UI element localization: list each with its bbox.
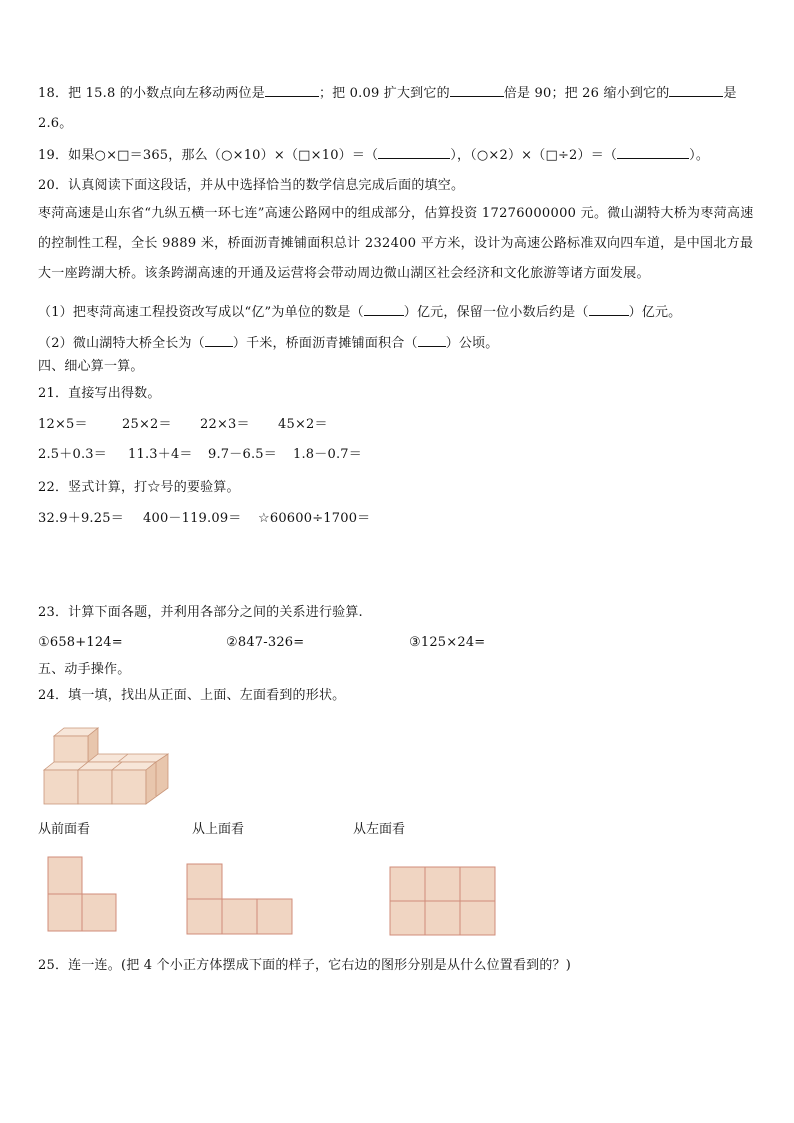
q22-item1: 32.9＋9.25＝ <box>38 511 124 526</box>
question-21-title: 21．直接写出得数。 <box>38 386 161 401</box>
q18-blank-1[interactable] <box>265 84 319 97</box>
question-20-sub1 <box>38 303 681 321</box>
q18-blank-2[interactable] <box>450 84 504 97</box>
q21-row2-item4: 1.8－0.7＝ <box>293 447 362 462</box>
section-5-heading: 五、动手操作。 <box>38 662 131 677</box>
question-20-sub2 <box>38 334 499 352</box>
q19-text-1: 19．如果○×□＝365，那么（○×10）×（□×10）＝（ <box>38 148 379 163</box>
q23-item2: ②847-326= <box>226 635 305 650</box>
q19-blank-1[interactable] <box>378 146 450 159</box>
q22-item2: 400－119.09＝ <box>143 511 242 526</box>
question-23-title: 23．计算下面各题，并利用各部分之间的关系进行验算. <box>38 605 363 620</box>
q21-row1-item4: 45×2＝ <box>278 417 328 432</box>
question-25-title: 25．连一连。(把 4 个小正方体摆成下面的样子，它右边的图形分别是从什么位置看到的？) <box>38 958 572 973</box>
top-view-shape <box>186 863 294 935</box>
front-view-shape <box>47 856 119 932</box>
q21-row1-item1: 12×5＝ <box>38 417 88 432</box>
q18-text-3: 倍是 90；把 26 缩小到它的 <box>503 86 670 101</box>
q20-sub2-text-b: ）千米，桥面沥青摊铺面积合（ <box>232 336 418 351</box>
q22-item3: ☆60600÷1700＝ <box>258 511 371 526</box>
question-18-line1 <box>38 84 737 102</box>
q21-row1-item3: 22×3＝ <box>200 417 250 432</box>
q20-sub2-text-c: ）公顷。 <box>445 336 499 351</box>
q18-text-4: 是 <box>723 86 737 101</box>
q21-row1-item2: 25×2＝ <box>122 417 172 432</box>
q20-sub1-blank-2[interactable] <box>589 303 629 316</box>
section-4-heading: 四、细心算一算。 <box>38 359 144 374</box>
view-label-left: 从左面看 <box>353 822 406 837</box>
q20-sub1-blank-1[interactable] <box>364 303 404 316</box>
q23-item1: ①658+124= <box>38 635 123 650</box>
question-18-line2 <box>38 116 72 132</box>
q21-row2-item2: 11.3＋4＝ <box>128 447 193 462</box>
q18-blank-3[interactable] <box>669 84 723 97</box>
q19-text-2: ），（○×2）×（□÷2）＝（ <box>450 148 618 163</box>
q18-text-1: 18．把 15.8 的小数点向左移动两位是 <box>38 86 265 101</box>
q20-sub1-text-a: （1）把枣菏高速工程投资改写成以“亿”为单位的数是（ <box>38 305 364 320</box>
question-19 <box>38 146 709 164</box>
q21-row2-item1: 2.5＋0.3＝ <box>38 447 107 462</box>
question-22-title: 22．竖式计算，打☆号的要验算。 <box>38 480 240 495</box>
q18-text-5: 2.6。 <box>38 116 73 131</box>
q18-text-2: ；把 0.09 扩大到它的 <box>318 86 450 101</box>
question-24-title: 24．填一填，找出从正面、上面、左面看到的形状。 <box>38 688 346 703</box>
q20-sub2-blank-2[interactable] <box>418 334 446 347</box>
q19-text-3: ）。 <box>689 148 710 163</box>
q20-sub1-text-b: ）亿元，保留一位小数后约是（ <box>403 305 589 320</box>
q21-row2-item3: 9.7－6.5＝ <box>208 447 277 462</box>
question-20-title: 20．认真阅读下面这段话，并从中选择恰当的数学信息完成后面的填空。 <box>38 178 465 193</box>
question-20-passage: 枣菏高速是山东省“九纵五横一环七连”高速公路网中的组成部分，估算投资 17276000000 元。微山湖特大桥为枣菏高速的控制性工程，全长 9889 米，桥面沥青摊铺面积总计 232400 平方米，设计为高速公路标准双向四车道，是中国北方最大一座跨湖大桥。该条跨湖高速的开通及运营将会带动周边微山湖区社会经济和文化旅游等诸方面发展。 <box>38 206 754 281</box>
cube-stack-figure <box>40 722 172 808</box>
q20-sub2-blank-1[interactable] <box>205 334 233 347</box>
view-label-front: 从前面看 <box>38 822 91 837</box>
q20-sub2-text-a: （2）微山湖特大桥全长为（ <box>38 336 205 351</box>
q20-sub1-text-c: ）亿元。 <box>628 305 682 320</box>
q23-item3: ③125×24= <box>409 635 486 650</box>
view-label-top: 从上面看 <box>192 822 245 837</box>
q19-blank-2[interactable] <box>617 146 689 159</box>
left-view-shape <box>389 866 497 936</box>
